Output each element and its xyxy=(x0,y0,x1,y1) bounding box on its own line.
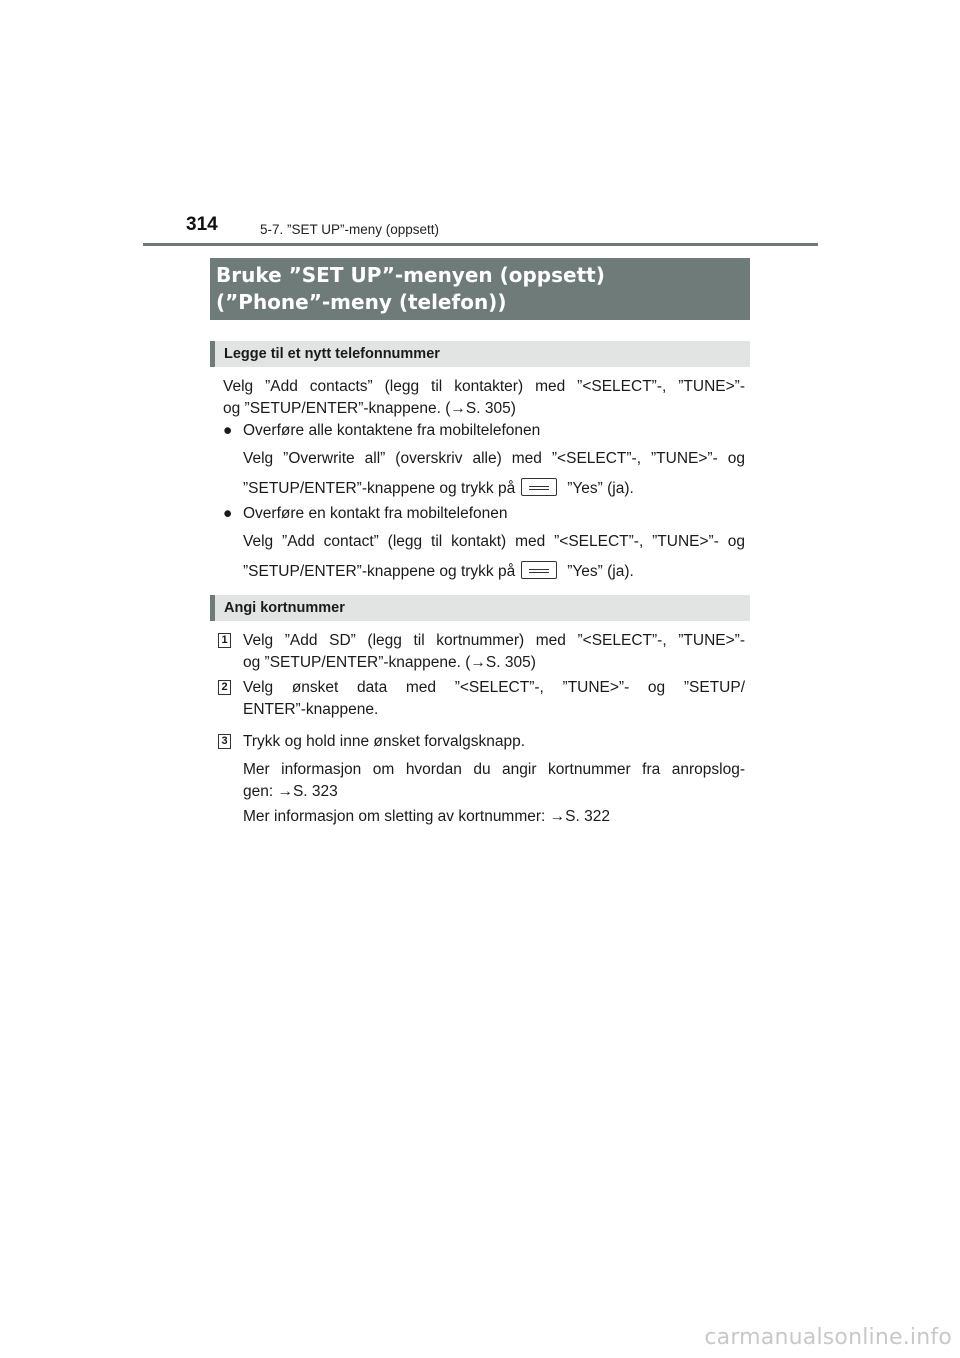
bullet-transfer-one xyxy=(223,503,508,525)
bullet-transfer-all-line1: Velg ”Overwrite all” (overskriv alle) med ”<SELECT”-, ”TUNE>”- og xyxy=(243,450,745,467)
watermark: carmanualsonline.info xyxy=(704,1325,952,1350)
bullet-title: Overføre en kontakt fra mobiltelefonen xyxy=(243,505,508,522)
page-title-line1: Bruke ”SET UP”-menyen (oppsett) xyxy=(216,263,605,287)
step3-line1: Trykk og hold inne ønsket forvalgsknapp. xyxy=(243,733,526,750)
step1-line1: Velg ”Add SD” (legg til kortnummer) med ”<SELECT”-, ”TUNE>”- xyxy=(243,632,745,649)
bullet-icon: ● xyxy=(223,422,233,439)
phone-key-icon xyxy=(521,478,557,496)
page-title-line2: (”Phone”-meny (telefon)) xyxy=(216,290,507,314)
step-number-2: 2 xyxy=(218,680,231,695)
section-heading-add-number: Legge til et nytt telefonnummer xyxy=(210,341,750,367)
note1-line2: gen: →S. 323 xyxy=(243,783,338,800)
bullet-transfer-all-line2 xyxy=(243,478,745,500)
bullet-icon: ● xyxy=(223,505,233,522)
step1-line2: og ”SETUP/ENTER”-knappene. (→S. 305) xyxy=(243,654,536,671)
bullet-title: Overføre alle kontaktene fra mobiltelefonen xyxy=(243,422,541,439)
step2-line2: ENTER”-knappene. xyxy=(243,701,379,718)
bullet-transfer-one-line2 xyxy=(243,561,745,583)
bullet-transfer-one-line1: Velg ”Add contact” (legg til kontakt) med ”<SELECT”-, ”TUNE>”- og xyxy=(243,533,745,550)
section-heading-speed-dial: Angi kortnummer xyxy=(210,595,750,621)
text: ”Yes” (ja). xyxy=(567,480,634,497)
phone-key-icon xyxy=(521,561,557,579)
header-rule xyxy=(143,243,818,246)
text: ”Yes” (ja). xyxy=(567,563,634,580)
note2: Mer informasjon om sletting av kortnummer: →S. 322 xyxy=(243,808,610,825)
step2-line1: Velg ønsket data med ”<SELECT”-, ”TUNE>”- og ”SETUP/ xyxy=(243,679,745,696)
page-number: 314 xyxy=(186,214,218,235)
step-number-3: 3 xyxy=(218,734,231,749)
note1-line1: Mer informasjon om hvordan du angir kortnummer fra anropslog- xyxy=(243,761,745,778)
intro-line2: og ”SETUP/ENTER”-knappene. (→S. 305) xyxy=(223,400,516,417)
text: ”SETUP/ENTER”-knappene og trykk på xyxy=(243,480,516,497)
text: ”SETUP/ENTER”-knappene og trykk på xyxy=(243,563,516,580)
step-number-1: 1 xyxy=(218,633,231,648)
page-title xyxy=(210,258,750,320)
bullet-transfer-all xyxy=(223,420,540,442)
running-header: 5-7. ”SET UP”-meny (oppsett) xyxy=(260,222,440,237)
intro-line1: Velg ”Add contacts” (legg til kontakter) med ”<SELECT”-, ”TUNE>”- xyxy=(223,378,745,395)
